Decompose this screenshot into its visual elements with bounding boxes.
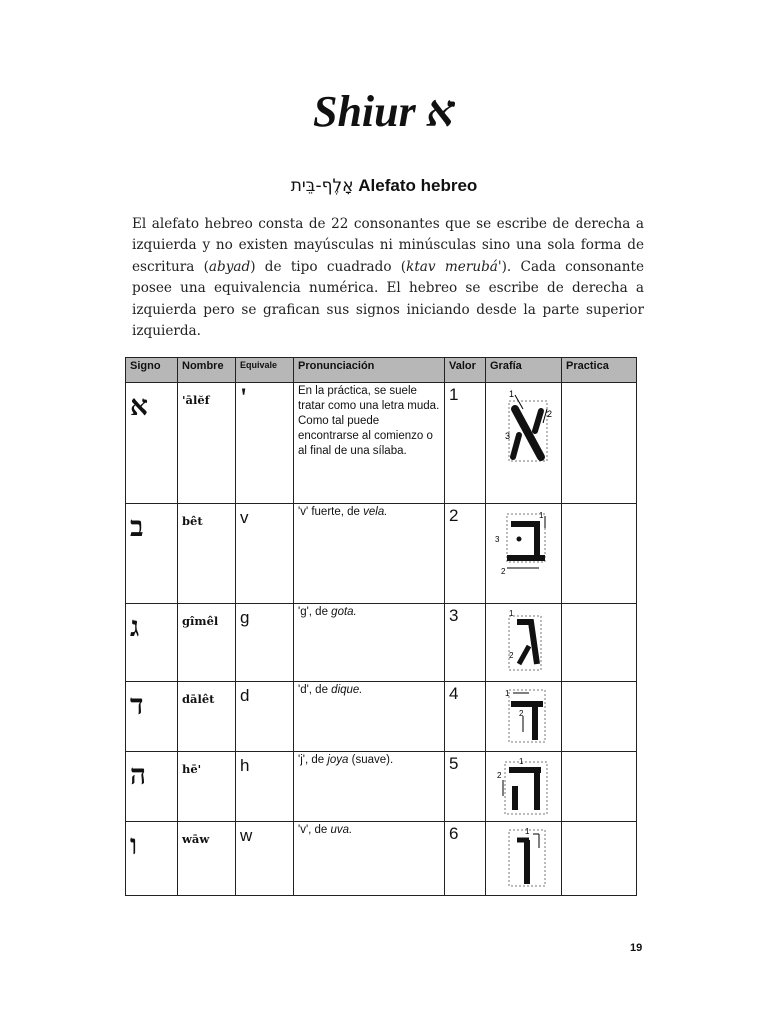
value-cell: 4 (445, 682, 486, 752)
sign-cell: א (126, 383, 178, 504)
table-header-row (126, 358, 637, 383)
name-cell: wāw (178, 822, 236, 896)
sign-cell: ד (126, 682, 178, 752)
sign-cell: ג (126, 604, 178, 682)
gimel-stroke-diagram (499, 608, 549, 674)
practice-cell[interactable] (562, 383, 637, 504)
alef-stroke-diagram (495, 387, 553, 467)
equivalence-cell: d (236, 682, 294, 752)
subtitle-hebrew: אָלֶף-בֵּית (290, 176, 354, 196)
dalet-stroke-diagram (497, 686, 551, 748)
subtitle-text: Alefato hebreo (358, 176, 478, 195)
name-cell: bêt (178, 504, 236, 604)
page-number: 19 (630, 942, 643, 954)
svg-text:1: 1 (518, 757, 523, 766)
he-stroke-diagram (493, 756, 555, 818)
practice-cell[interactable] (562, 504, 637, 604)
alefato-table (125, 357, 637, 896)
grafia-cell (486, 604, 562, 682)
table-row (126, 682, 637, 752)
value-cell: 2 (445, 504, 486, 604)
pronunciation-cell: 'd', de dique. (294, 682, 445, 752)
sign-cell: ב (126, 504, 178, 604)
svg-text:1: 1 (504, 689, 509, 698)
name-cell: dālêt (178, 682, 236, 752)
svg-text:2: 2 (500, 567, 505, 576)
svg-text:3: 3 (494, 535, 499, 544)
equivalence-cell: w (236, 822, 294, 896)
practice-cell[interactable] (562, 682, 637, 752)
page-title: Shiur א (312, 87, 456, 136)
practice-cell[interactable] (562, 752, 637, 822)
table-row (126, 383, 637, 504)
intro-paragraph: El alefato hebreo consta de 22 consonantes que se escribe de derecha a izquierda y no existen mayúsculas ni minúsculas sino una sola forma de escritura (abyad) de tipo cuadrado (ktav merubá'). Cada consonante posee una equivalencia numérica. El hebreo se escribe de derecha a izquierda pero se grafican sus signos iniciando desde la parte superior izquierda. (132, 216, 644, 340)
equivalence-cell: ' (236, 383, 294, 504)
svg-text:3: 3 (504, 431, 510, 441)
name-cell: gîmêl (178, 604, 236, 682)
header-equivale: Equivale (236, 358, 294, 383)
sign-cell: ה (126, 752, 178, 822)
svg-text:2: 2 (518, 709, 523, 718)
svg-text:1: 1 (538, 511, 543, 520)
section-subtitle (0, 176, 768, 196)
waw-stroke-diagram (495, 826, 553, 892)
pronunciation-cell: 'j', de joya (suave). (294, 752, 445, 822)
header-practica: Practica (562, 358, 637, 383)
svg-text:1: 1 (508, 609, 513, 618)
table-row (126, 752, 637, 822)
equivalence-cell: g (236, 604, 294, 682)
header-pronunciacion: Pronunciación (294, 358, 445, 383)
grafia-cell (486, 822, 562, 896)
bet-stroke-diagram (493, 508, 555, 576)
header-nombre: Nombre (178, 358, 236, 383)
svg-text:2: 2 (496, 771, 501, 780)
grafia-cell (486, 682, 562, 752)
name-cell: hē' (178, 752, 236, 822)
value-cell: 3 (445, 604, 486, 682)
svg-text:2: 2 (508, 651, 513, 660)
grafia-cell (486, 504, 562, 604)
value-cell: 6 (445, 822, 486, 896)
svg-text:2: 2 (546, 409, 552, 419)
practice-cell[interactable] (562, 604, 637, 682)
header-signo: Signo (126, 358, 178, 383)
header-valor: Valor (445, 358, 486, 383)
equivalence-cell: h (236, 752, 294, 822)
sign-cell: ו (126, 822, 178, 896)
pronunciation-cell: 'v', de uva. (294, 822, 445, 896)
value-cell: 5 (445, 752, 486, 822)
equivalence-cell: v (236, 504, 294, 604)
name-cell: 'ālĕf (178, 383, 236, 504)
grafia-cell (486, 752, 562, 822)
table-row (126, 504, 637, 604)
svg-text:1: 1 (524, 827, 529, 836)
pronunciation-cell: En la práctica, se suele tratar como una letra muda. Como tal puede encontrarse al comienzo o al final de una sílaba. (294, 383, 445, 504)
table-row (126, 604, 637, 682)
pronunciation-cell: 'g', de gota. (294, 604, 445, 682)
grafia-cell (486, 383, 562, 504)
svg-text:1: 1 (508, 389, 514, 399)
table-row (126, 822, 637, 896)
value-cell: 1 (445, 383, 486, 504)
header-grafia: Grafía (486, 358, 562, 383)
practice-cell[interactable] (562, 822, 637, 896)
pronunciation-cell: 'v' fuerte, de vela. (294, 504, 445, 604)
